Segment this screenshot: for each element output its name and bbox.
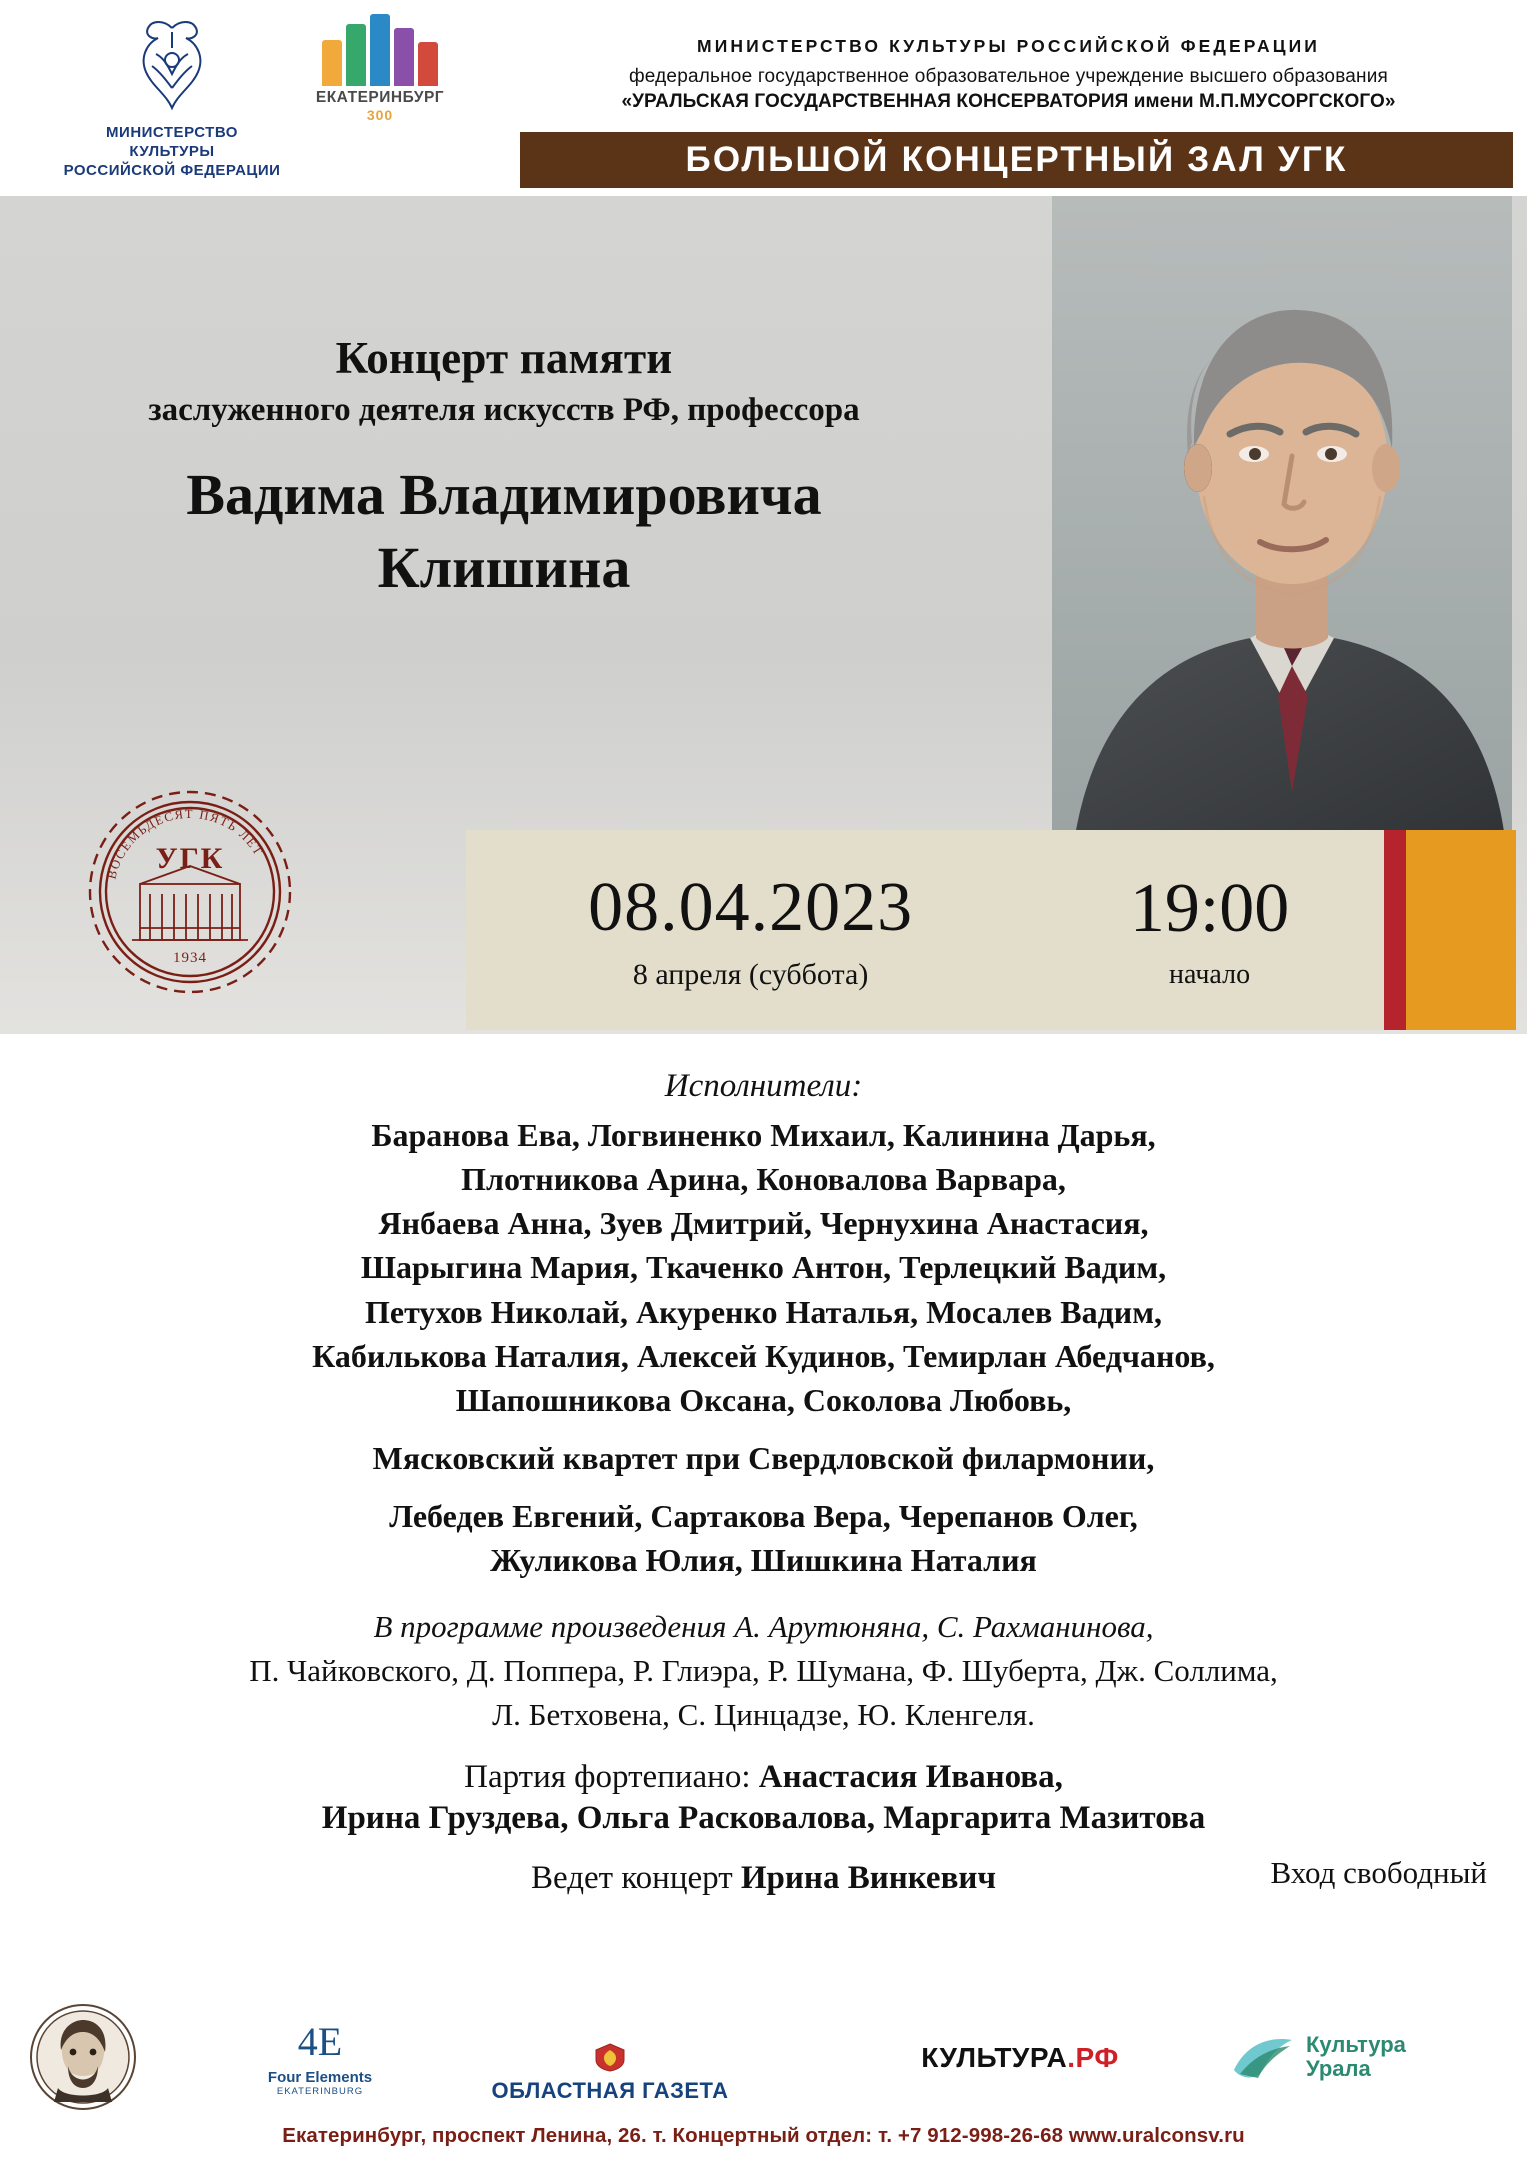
four-elements-mark: 4E (297, 2019, 343, 2064)
program-line-2: П. Чайковского, Д. Поппера, Р. Глиэра, Р. Шумана, Ф. Шуберта, Дж. Соллима, (249, 1652, 1278, 1688)
poster-footer (0, 2000, 1527, 2160)
ekaterinburg-label: ЕКАТЕРИНБУРГ (315, 89, 445, 106)
host-name: Ирина Винкевич (740, 1860, 997, 1897)
conservatory-name: «УРАЛЬСКАЯ ГОСУДАРСТВЕННАЯ КОНСЕРВАТОРИЯ имени М.П.МУСОРГСКОГО» (621, 91, 1396, 112)
kultura-urala-logo (1230, 2030, 1500, 2084)
ugk-seal-logo (80, 782, 300, 1002)
performer-line: Кабилькова Наталия, Алексей Кудинов, Темирлан Абедчанов, (312, 1337, 1215, 1374)
oblastnaya-gazeta-logo (490, 2042, 730, 2104)
crest-icon (490, 2042, 730, 2078)
ministry-caption-line2: РОССИЙСКОЙ ФЕДЕРАЦИИ (63, 161, 281, 179)
date-words: 8 апреля (суббота) (632, 958, 869, 991)
program-line-1: В программе произведения А. Арутюняна, С. Рахманинова, (373, 1608, 1154, 1644)
honoree-name-line-2: Клишина (377, 534, 631, 600)
performer-line: Плотникова Арина, Коновалова Варвара, (461, 1161, 1066, 1198)
piano-label: Партия фортепиано: (464, 1758, 751, 1795)
performer-line: Шарыгина Мария, Ткаченко Антон, Терлецкий Вадим, (360, 1249, 1167, 1286)
date-paper-panel (466, 830, 1384, 1030)
date-number: 08.04.2023 (588, 869, 914, 946)
concert-title (14, 332, 994, 604)
poster-header (0, 0, 1527, 196)
program-line-3: Л. Бетховена, С. Цинцадзе, Ю. Кленгеля. (492, 1696, 1035, 1732)
poster-content (0, 1034, 1527, 1897)
performer-line: Янбаева Анна, Зуев Дмитрий, Чернухина Анастасия, (378, 1205, 1149, 1242)
ensemble-name: Мясковский квартет при Свердловской филармонии, (372, 1440, 1155, 1477)
host-label: Ведет концерт (530, 1860, 733, 1897)
ministry-of-culture-logo (62, 14, 282, 180)
accent-stripe-orange (1406, 830, 1516, 1030)
four-elements-name: Four Elements (267, 2069, 373, 2086)
ekaterinburg-bars-icon (300, 14, 460, 86)
title-line-2: заслуженного деятеля искусств РФ, профессора (148, 392, 860, 428)
honoree-name-line-1: Вадима Владимировича (186, 462, 822, 527)
four-elements-logo (255, 2018, 385, 2097)
ministry-title: МИНИСТЕРСТВО КУЛЬТУРЫ РОССИЙСКОЙ ФЕДЕРАЦИИ (697, 36, 1320, 56)
time-words: начало (1169, 959, 1251, 990)
kultura-urala-text (1306, 2033, 1406, 2081)
date-time-strip (466, 830, 1516, 1030)
performer-line: Баранова Ева, Логвиненко Михаил, Калинина Дарья, (371, 1117, 1156, 1153)
kultura-text (890, 2042, 1150, 2074)
time-column (1035, 869, 1384, 991)
svg-text:ВОСЕМЬДЕСЯТ ПЯТЬ ЛЕТ: ВОСЕМЬДЕСЯТ ПЯТЬ ЛЕТ (104, 806, 266, 881)
partner-logos (0, 2000, 1527, 2120)
piano-part (30, 1759, 1497, 1796)
ministry-caption-line1: МИНИСТЕРСТВО КУЛЬТУРЫ (106, 124, 238, 160)
free-entry-note: Вход свободный (1270, 1855, 1487, 1891)
hall-banner (520, 132, 1513, 188)
performer-line: Шапошникова Оксана, Соколова Любовь, (455, 1381, 1072, 1418)
svg-text:УГК: УГК (155, 842, 225, 875)
institution-titles (520, 36, 1497, 113)
mussorgsky-portrait-icon (28, 2002, 138, 2112)
ekaterinburg-300-logo (300, 14, 460, 123)
address-line: Екатеринбург, проспект Ленина, 26. т. Концертный отдел: т. +7 912-998-26-68 www.uralconsv.ru (0, 2120, 1527, 2160)
kultura-urala-line-2: Урала (1306, 2056, 1371, 2081)
time-number: 19:00 (1129, 870, 1290, 947)
date-column (466, 868, 1035, 992)
performer-line: Петухов Николай, Акуренко Наталья, Мосалев Вадим, (364, 1293, 1162, 1330)
hall-name: БОЛЬШОЙ КОНЦЕРТНЫЙ ЗАЛ УГК (685, 140, 1348, 179)
accent-stripe-red (1384, 830, 1406, 1030)
performers-label: Исполнители: (664, 1068, 863, 1104)
oblastnaya-gazeta-text: ОБЛАСТНАЯ ГАЗЕТА (491, 2078, 729, 2103)
double-headed-eagle-icon (126, 14, 218, 118)
ensemble-members-line-1: Лебедев Евгений, Сартакова Вера, Черепанов Олег, (389, 1498, 1138, 1535)
ekaterinburg-anniversary-label: 300 (366, 107, 394, 123)
kultura-word: КУЛЬТУРА (921, 2042, 1068, 2073)
bird-icon (1230, 2030, 1296, 2084)
title-line-1: Концерт памяти (335, 333, 673, 383)
piano-other-names: Ирина Груздева, Ольга Расковалова, Маргарита Мазитова (321, 1799, 1206, 1836)
piano-first-name: Анастасия Иванова, (758, 1758, 1063, 1795)
kultura-rf-suffix: .РФ (1067, 2042, 1119, 2073)
kultura-urala-line-1: Культура (1306, 2031, 1406, 2057)
svg-text:1934: 1934 (173, 950, 207, 966)
ensemble-members-line-2: Жуликова Юлия, Шишкина Наталия (490, 1542, 1037, 1579)
institution-type: федеральное государственное образовательное учреждение высшего образования (628, 66, 1389, 87)
portrait-photo (1052, 196, 1512, 856)
four-elements-city: EKATERINBURG (276, 2086, 364, 2097)
kultura-rf-logo (890, 2042, 1150, 2074)
